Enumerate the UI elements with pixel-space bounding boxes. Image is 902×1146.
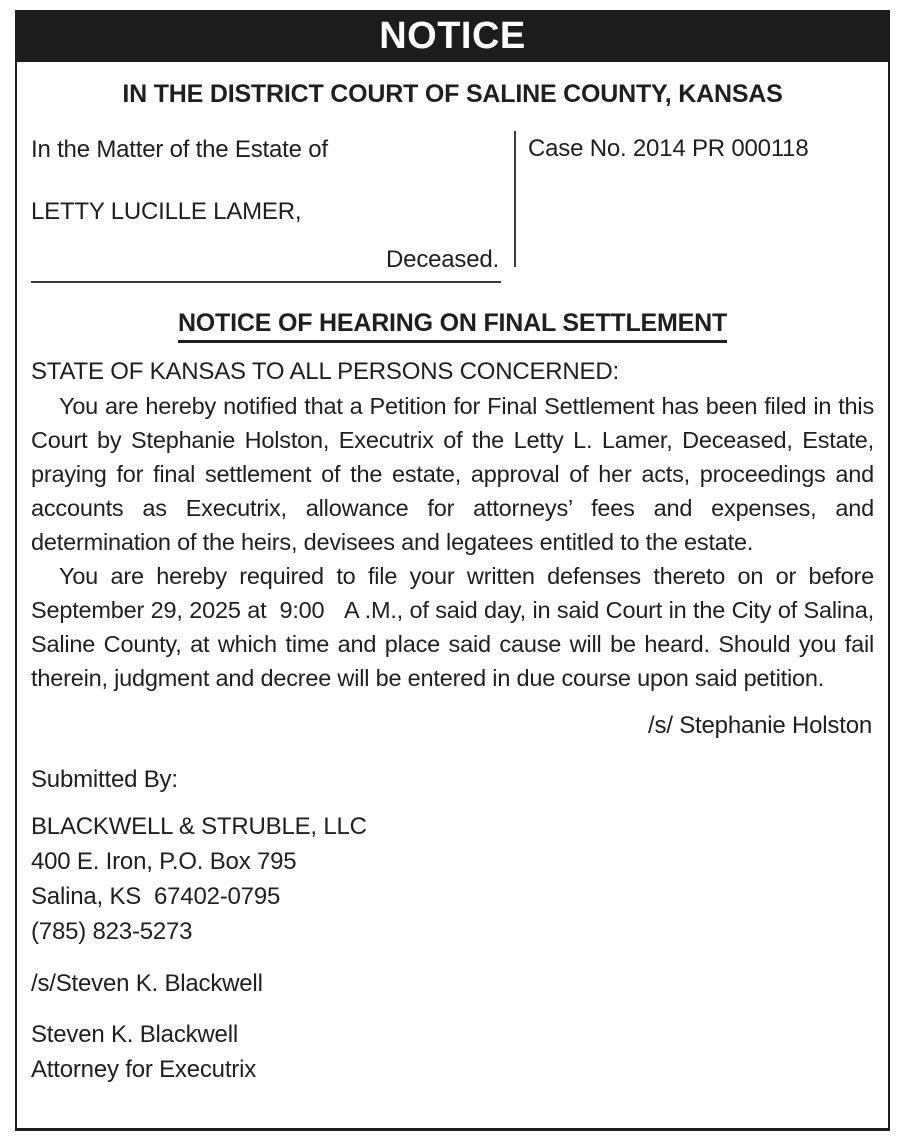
case-caption xyxy=(31,135,874,285)
notice-banner xyxy=(15,10,890,62)
attorney-title: Attorney for Executrix xyxy=(31,1056,257,1083)
case-number: Case No. 2014 PR 000118 xyxy=(528,135,809,162)
attorney-signature: /s/Steven K. Blackwell xyxy=(31,970,263,997)
salutation-line: STATE OF KANSAS TO ALL PERSONS CONCERNED: xyxy=(31,358,619,385)
attorney-name-block xyxy=(31,1017,874,1087)
attorney-name: Steven K. Blackwell xyxy=(31,1021,238,1048)
deceased-label: Deceased. xyxy=(386,246,499,273)
court-title: IN THE DISTRICT COURT OF SALINE COUNTY, KANSAS xyxy=(122,80,783,108)
section-title xyxy=(31,309,874,343)
firm-address-line1: 400 E. Iron, P.O. Box 795 xyxy=(31,848,297,875)
legal-notice-document xyxy=(15,10,890,1131)
caption-left-column xyxy=(31,135,501,283)
decedent-name: LETTY LUCILLE LAMER, xyxy=(31,198,302,225)
firm-phone: (785) 823-5273 xyxy=(31,918,193,945)
firm-name: BLACKWELL & STRUBLE, LLC xyxy=(31,813,367,840)
body-paragraph-1: You are hereby notified that a Petition for Final Settlement has been filed in this Court by Stephanie Holston, Executrix of the Letty L. Lamer, Deceased, Estate, praying for final settlement of the estate, approval of her acts, proceedings and accounts as Executrix, allowance for attorneys’ fees and expenses, and determination of the heirs, devisees and legatees entitled to the estate. xyxy=(31,393,874,555)
matter-line: In the Matter of the Estate of xyxy=(31,136,328,163)
firm-address-line2: Salina, KS 67402-0795 xyxy=(31,883,281,910)
submitted-by-block xyxy=(31,765,874,949)
body-paragraph-2: You are hereby required to file your written defenses thereto on or before September 29, 2025 at 9:00 A .M., of said day, in said Court in the City of Salina, Saline County, at which time and place said cause will be heard. Should you fail therein, judgment and decree will be entered in due course upon said petition. xyxy=(31,563,874,691)
submitted-by-label: Submitted By: xyxy=(31,766,178,793)
document-body xyxy=(17,80,888,1087)
section-title-text: NOTICE OF HEARING ON FINAL SETTLEMENT xyxy=(178,309,727,343)
caption-right-column xyxy=(528,135,874,163)
notice-banner-label: NOTICE xyxy=(379,14,526,57)
petitioner-signature: /s/ Stephanie Holston xyxy=(648,712,872,739)
caption-divider-line xyxy=(514,131,516,267)
